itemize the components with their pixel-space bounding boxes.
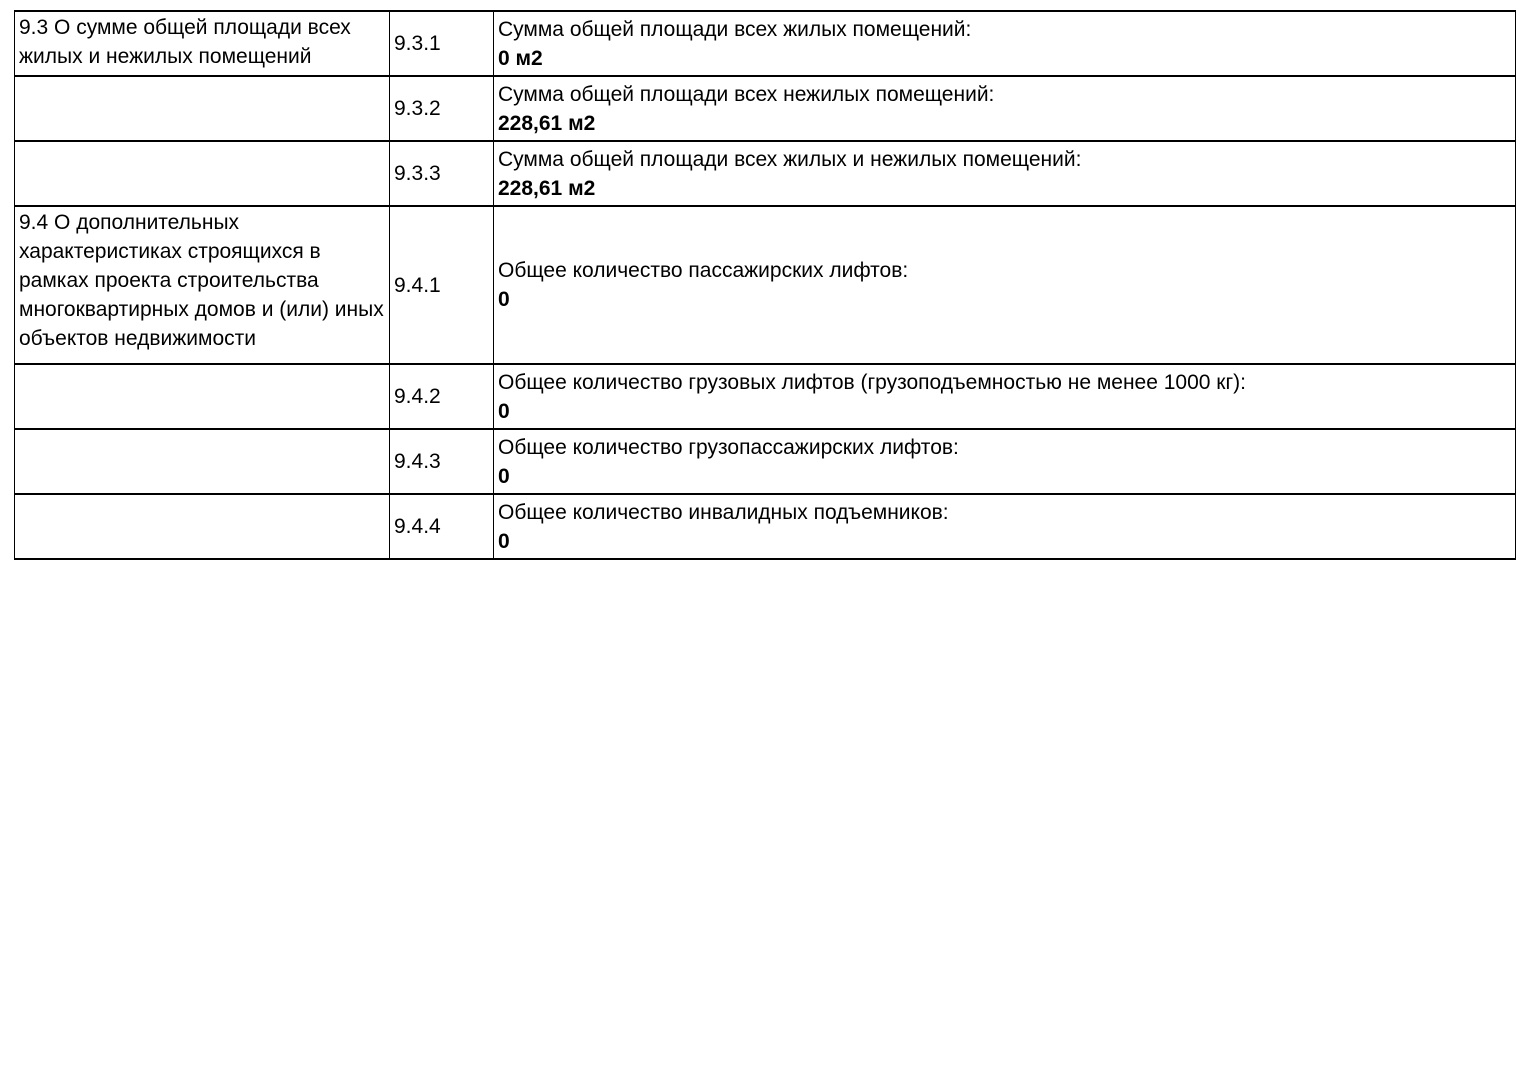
field-label: Сумма общей площади всех жилых и нежилых помещений: bbox=[498, 147, 1082, 171]
field-cell bbox=[494, 364, 1516, 429]
section-cell bbox=[15, 494, 390, 559]
item-number-cell: 9.3.1 bbox=[390, 11, 494, 76]
section-cell bbox=[15, 364, 390, 429]
field-value: 0 bbox=[498, 529, 510, 553]
field-value: 228,61 м2 bbox=[498, 176, 596, 200]
field-label: Сумма общей площади всех нежилых помещений: bbox=[498, 82, 995, 106]
field-cell bbox=[494, 429, 1516, 494]
field-cell bbox=[494, 11, 1516, 76]
table-row bbox=[15, 494, 1516, 559]
field-label: Общее количество инвалидных подъемников: bbox=[498, 500, 949, 524]
field-label: Сумма общей площади всех жилых помещений: bbox=[498, 17, 972, 41]
item-number-cell: 9.4.2 bbox=[390, 364, 494, 429]
item-number-cell: 9.4.3 bbox=[390, 429, 494, 494]
section-cell: 9.4 О дополнительных характеристиках строящихся в рамках проекта строительства многоквартирных домов и (или) иных объектов недвижимости bbox=[15, 206, 390, 364]
field-label: Общее количество грузопассажирских лифтов: bbox=[498, 435, 959, 459]
section-cell bbox=[15, 429, 390, 494]
field-value: 0 bbox=[498, 399, 510, 423]
section-cell bbox=[15, 76, 390, 141]
field-value: 0 bbox=[498, 288, 510, 311]
field-cell bbox=[494, 141, 1516, 206]
table-row bbox=[15, 364, 1516, 429]
item-number-cell: 9.3.2 bbox=[390, 76, 494, 141]
item-number-cell: 9.3.3 bbox=[390, 141, 494, 206]
table-row bbox=[15, 141, 1516, 206]
field-cell bbox=[494, 494, 1516, 559]
table-row bbox=[15, 76, 1516, 141]
field-cell bbox=[494, 76, 1516, 141]
section-cell: 9.3 О сумме общей площади всех жилых и нежилых помещений bbox=[15, 11, 390, 76]
table-row bbox=[15, 11, 1516, 76]
field-value: 228,61 м2 bbox=[498, 111, 596, 135]
field-cell bbox=[494, 206, 1516, 364]
field-value: 0 м2 bbox=[498, 46, 543, 70]
field-value: 0 bbox=[498, 464, 510, 488]
field-label: Общее количество грузовых лифтов (грузоподъемностью не менее 1000 кг): bbox=[498, 370, 1246, 394]
table-row bbox=[15, 206, 1516, 364]
item-number-cell: 9.4.4 bbox=[390, 494, 494, 559]
project-declaration-table bbox=[14, 10, 1516, 560]
table-row bbox=[15, 429, 1516, 494]
field-label: Общее количество пассажирских лифтов: bbox=[498, 259, 909, 282]
section-cell bbox=[15, 141, 390, 206]
item-number-cell: 9.4.1 bbox=[390, 206, 494, 364]
